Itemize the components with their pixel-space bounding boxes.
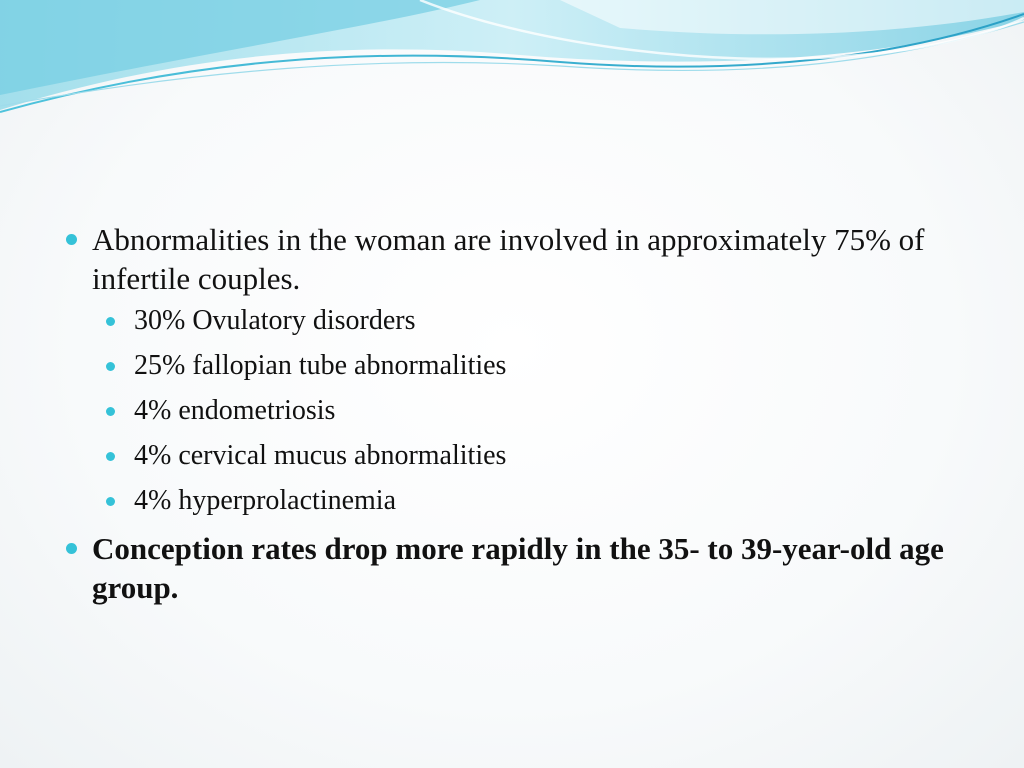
sub-bullet-text: 30% Ovulatory disorders: [134, 305, 416, 336]
sub-bullet-text: 4% cervical mucus abnormalities: [134, 440, 507, 471]
bullet-text: Abnormalities in the woman are involved in approximately 75% of infertile couples.: [92, 222, 925, 296]
bullet-dot-icon: [66, 543, 77, 554]
bullet-dot-icon: [106, 497, 115, 506]
slide-body: [62, 220, 962, 613]
bullet-text: Conception rates drop more rapidly in the 35- to 39-year-old age group.: [92, 531, 944, 605]
sub-bullet-list: [62, 304, 962, 518]
bullet-item: [62, 220, 962, 298]
sub-bullet-text: 4% hyperprolactinemia: [134, 485, 397, 516]
bullet-dot-icon: [66, 234, 77, 245]
bullet-item: [62, 529, 962, 607]
bullet-dot-icon: [106, 362, 115, 371]
bullet-dot-icon: [106, 317, 115, 326]
wave-header-decoration: [0, 0, 1024, 130]
sub-bullet-item: [104, 439, 962, 473]
sub-bullet-item: [104, 304, 962, 338]
sub-bullet-text: 4% endometriosis: [134, 395, 336, 426]
sub-bullet-item: [104, 349, 962, 383]
bullet-dot-icon: [106, 407, 115, 416]
sub-bullet-item: [104, 484, 962, 518]
sub-bullet-item: [104, 394, 962, 428]
sub-bullet-text: 25% fallopian tube abnormalities: [134, 350, 507, 381]
bullet-dot-icon: [106, 452, 115, 461]
